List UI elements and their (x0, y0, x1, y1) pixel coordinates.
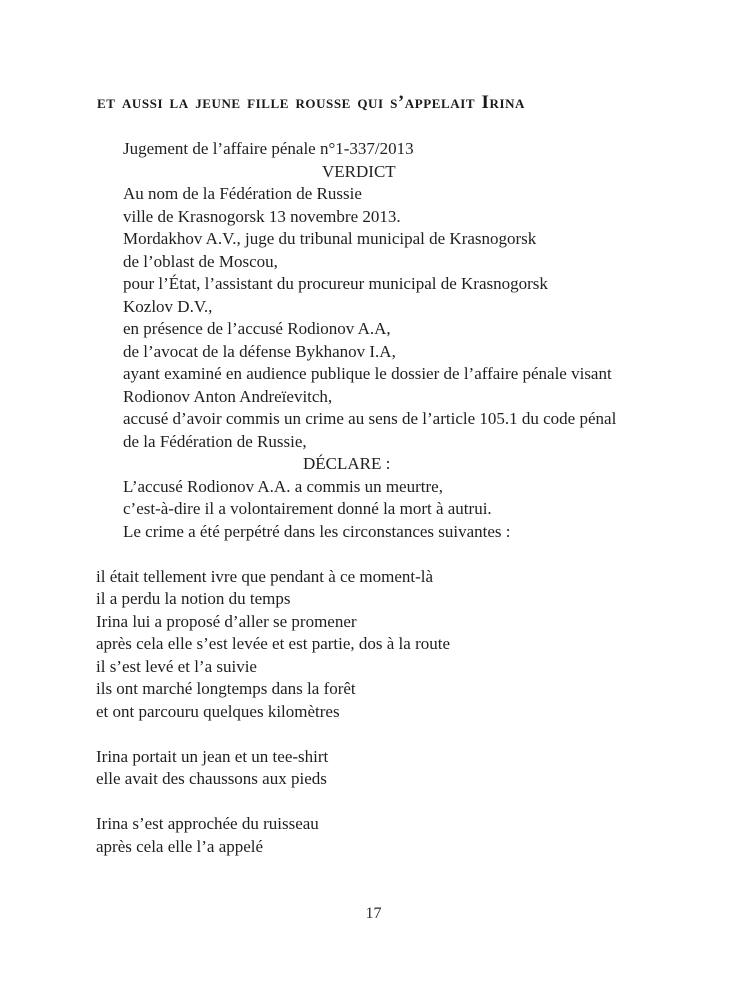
poem-line: Irina s’est approchée du ruisseau (96, 814, 319, 833)
poem-line: ils ont marché longtemps dans la forêt (96, 679, 356, 698)
verdict-line: Kozlov D.V., (123, 296, 213, 316)
verdict-line: L’accusé Rodionov A.A. a commis un meurtre, (123, 476, 443, 496)
verdict-line: Rodionov Anton Andreïevitch, (123, 386, 333, 406)
verdict-line: Au nom de la Fédération de Russie (123, 184, 362, 203)
poem-stanza-2 (96, 746, 687, 791)
poem-stanza-3 (96, 813, 687, 858)
verdict-block (96, 138, 687, 543)
verdict-line: accusé d’avoir commis un crime au sens de l’article 105.1 du code pénal (123, 409, 617, 428)
poem-line: il a perdu la notion du temps (96, 589, 291, 608)
verdict-line: c’est-à-dire il a volontairement donné la mort à autrui. (123, 499, 492, 518)
verdict-line: de la Fédération de Russie, (123, 431, 307, 451)
verdict-line: Jugement de l’affaire pénale n°1-337/2013 (123, 139, 414, 158)
verdict-line: Mordakhov A.V., juge du tribunal municipal de Krasnogorsk (123, 229, 537, 248)
poem-line: il était tellement ivre que pendant à ce moment-là (96, 566, 434, 586)
poem-line: après cela elle l’a appelé (96, 836, 264, 856)
verdict-heading: VERDICT (322, 161, 396, 181)
poem-line: il s’est levé et l’a suivie (96, 656, 257, 676)
verdict-line: en présence de l’accusé Rodionov A.A, (123, 319, 391, 338)
poem-line: après cela elle s’est levée et est partie, dos à la route (96, 634, 450, 653)
verdict-line: ville de Krasnogorsk 13 novembre 2013. (123, 206, 401, 226)
page-number: 17 (365, 905, 382, 922)
declare-heading: DÉCLARE : (303, 454, 391, 473)
verdict-line: de l’avocat de la défense Bykhanov I.A, (123, 341, 396, 361)
page-title: et aussi la jeune fille rousse qui s’appelait Irina (97, 92, 525, 113)
poem-line: Irina lui a proposé d’aller se promener (96, 611, 357, 631)
verdict-line: pour l’État, l’assistant du procureur municipal de Krasnogorsk (123, 274, 548, 293)
poem-line: et ont parcouru quelques kilomètres (96, 701, 340, 721)
poem-line: elle avait des chaussons aux pieds (96, 769, 327, 788)
poem-stanza-1 (96, 566, 687, 724)
verdict-line: Le crime a été perpétré dans les circonstances suivantes : (123, 521, 511, 541)
verdict-line: de l’oblast de Moscou, (123, 251, 278, 271)
poem-line: Irina portait un jean et un tee-shirt (96, 746, 329, 766)
verdict-line: ayant examiné en audience publique le dossier de l’affaire pénale visant (123, 364, 612, 383)
